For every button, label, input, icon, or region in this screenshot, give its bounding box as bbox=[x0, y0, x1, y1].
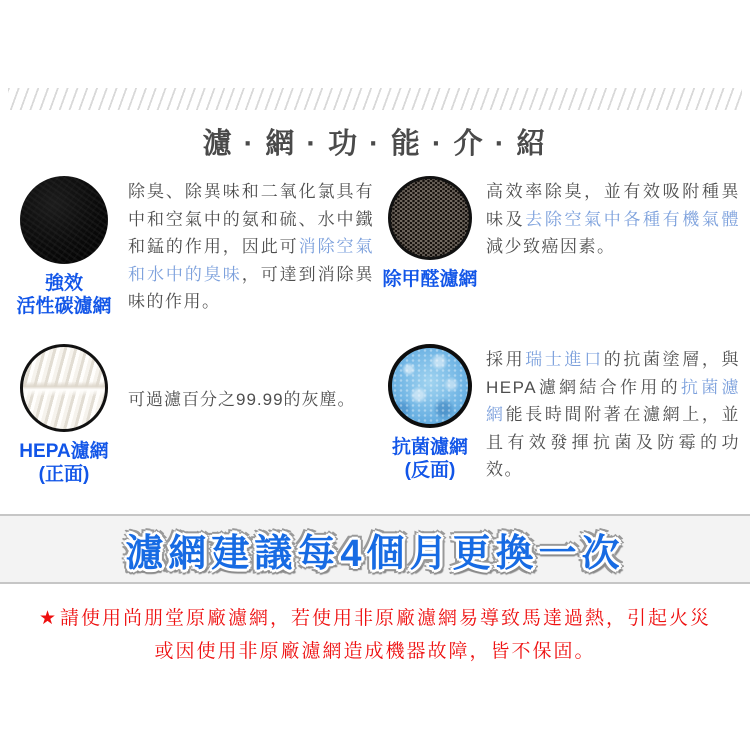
label-line: (反面) bbox=[404, 460, 456, 481]
formaldehyde-filter-media bbox=[382, 176, 478, 291]
antibacterial-filter-description bbox=[486, 344, 740, 484]
activated-carbon-description bbox=[128, 176, 374, 316]
label-line: 活性碳濾網 bbox=[16, 296, 112, 317]
label-line: 強效 bbox=[44, 273, 83, 294]
label-line: 除甲醛濾網 bbox=[382, 269, 478, 290]
warning-line-1 bbox=[0, 602, 750, 635]
filter-sections-grid bbox=[12, 176, 740, 512]
warranty-warning-note bbox=[0, 602, 750, 668]
description-segment: ，可達到消除異味的作用。 bbox=[128, 264, 374, 311]
warning-star-icon: ★ bbox=[38, 608, 59, 629]
activated-carbon-filter-image bbox=[20, 176, 108, 264]
hepa-filter-description bbox=[128, 344, 374, 414]
label-line: HEPA濾網 bbox=[19, 441, 109, 462]
activated-carbon-label bbox=[16, 272, 111, 318]
page-title: 濾 · 網 · 功 · 能 · 介 · 紹 bbox=[202, 128, 548, 160]
antibacterial-filter-label bbox=[392, 436, 468, 482]
description-segment: 採用 bbox=[486, 350, 526, 369]
activated-carbon-media bbox=[12, 176, 116, 318]
replacement-reminder-text: 濾網建議每4個月更換一次 bbox=[125, 532, 625, 575]
description-highlight: 抗菌濾網 bbox=[486, 377, 740, 424]
description-segment: 除臭、除異味和二氧化氯具有中和空氣中的氨和硫、水中鐵和錳的作用，因此可 bbox=[128, 182, 374, 256]
section-antibacterial-filter bbox=[382, 344, 740, 512]
section-formaldehyde-filter bbox=[382, 176, 740, 344]
description-segment: 能長時間附著在濾網上，並且有效發揮抗菌及防霉的功效。 bbox=[486, 405, 740, 479]
diagonal-stripes-decoration bbox=[8, 88, 742, 110]
description-segment: 的抗菌塗層，與HEPA濾網結合作用的 bbox=[486, 350, 740, 397]
formaldehyde-filter-label bbox=[382, 268, 477, 291]
description-highlight: 去除空氣中各種有機氣體 bbox=[525, 209, 740, 229]
label-line: (正面) bbox=[38, 464, 90, 485]
warning-line-2: 或因使用非原廠濾網造成機器故障，皆不保固。 bbox=[154, 641, 596, 662]
hepa-filter-media bbox=[12, 344, 116, 486]
section-activated-carbon bbox=[12, 176, 374, 344]
description-highlight: 瑞士進口 bbox=[525, 350, 604, 369]
description-highlight: 消除空氣和水中的臭味 bbox=[128, 237, 374, 284]
description-segment: 高效率除臭，並有效吸附種異味及 bbox=[486, 182, 740, 229]
formaldehyde-filter-image bbox=[388, 176, 472, 260]
description-segment: 減少致癌因素。 bbox=[486, 237, 616, 256]
antibacterial-filter-image bbox=[388, 344, 472, 428]
section-hepa-filter bbox=[12, 344, 374, 512]
antibacterial-filter-media bbox=[382, 344, 478, 482]
formaldehyde-filter-description bbox=[486, 176, 740, 261]
replacement-reminder-banner bbox=[0, 514, 750, 584]
hepa-filter-image bbox=[20, 344, 108, 432]
label-line: 抗菌濾網 bbox=[391, 437, 468, 458]
description-segment: 可過濾百分之99.99的灰塵。 bbox=[128, 390, 356, 409]
hepa-filter-label bbox=[19, 440, 108, 486]
warning-line-1-text: 請使用尚朋堂原廠濾網，若使用非原廠濾網易導致馬達過熱，引起火災 bbox=[60, 608, 712, 629]
